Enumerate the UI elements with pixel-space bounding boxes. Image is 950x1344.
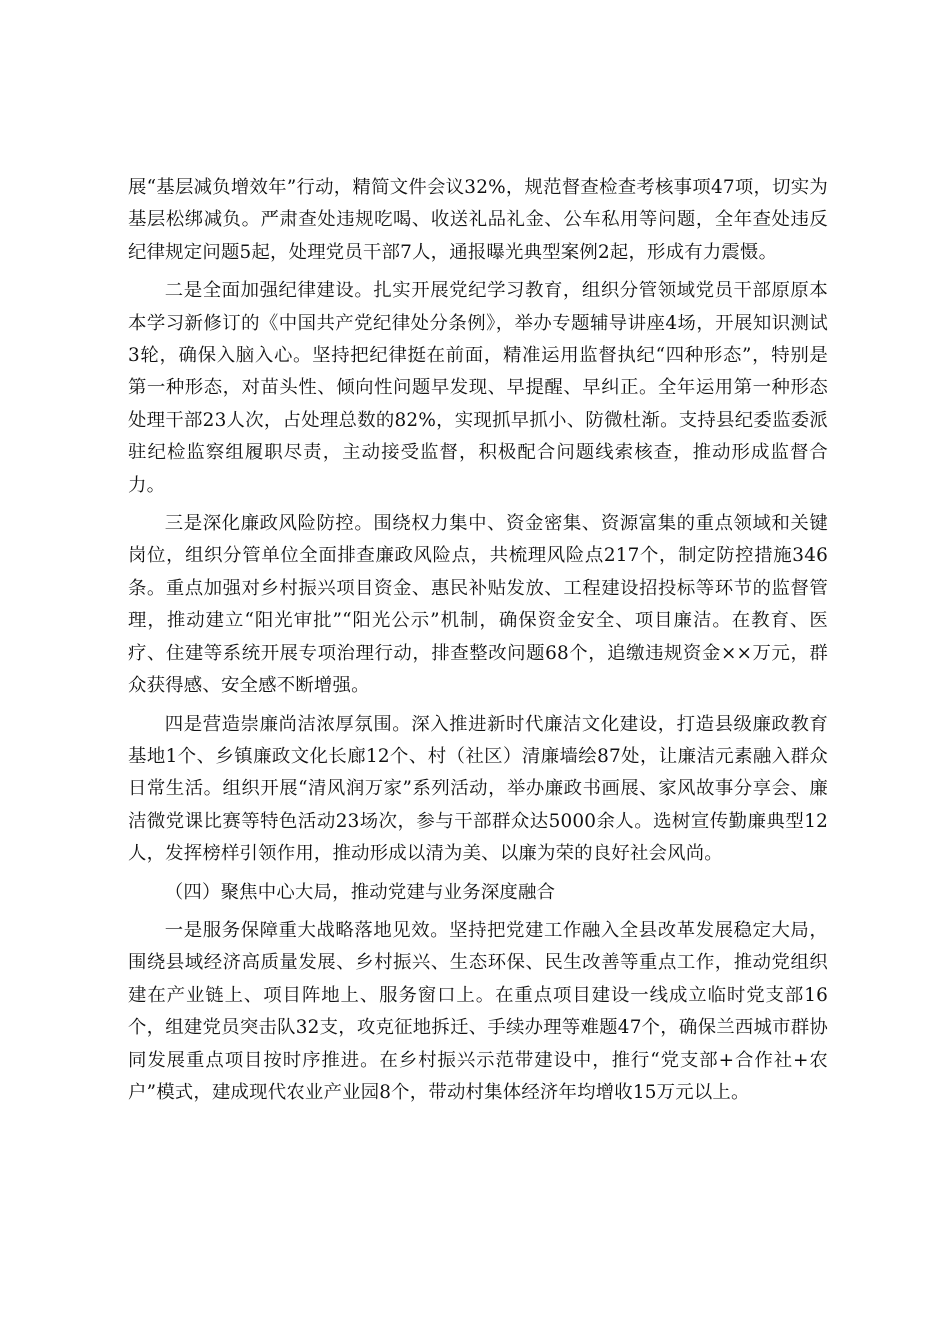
paragraph-continuation: 展“基层减负增效年”行动，精简文件会议32%，规范督查检查考核事项47项，切实为基层松绑减负。严肃查处违规吃喝、收送礼品礼金、公车私用等问题，全年查处违反纪律规定问题5起，处理党员干部7人，通报曝光典型案例2起，形成有力震慑。 (128, 177, 828, 263)
paragraph-risk-control: 三是深化廉政风险防控。围绕权力集中、资金密集、资源富集的重点领域和关键岗位，组织分管单位全面排查廉政风险点，共梳理风险点217个，制定防控措施346条。重点加强对乡村振兴项目资金、惠民补贴发放、工程建设招投标等环节的监督管理，推动建立“阳光审批”“阳光公示”机制，确保资金安全、项目廉洁。在教育、医疗、住建等系统开展专项治理行动，排查整改问题68个，追缴违规资金××万元，群众获得感、安全感不断增强。 (128, 513, 828, 697)
document-page (128, 172, 828, 1115)
paragraph-strategy-service: 一是服务保障重大战略落地见效。坚持把党建工作融入全县改革发展稳定大局，围绕县域经济高质量发展、乡村振兴、生态环保、民生改善等重点工作，推动党组织建在产业链上、项目阵地上、服务窗口上。在重点项目建设一线成立临时党支部16个，组建党员突击队32支，攻克征地拆迁、手续办理等难题47个，确保兰西城市群协同发展重点项目按时序推进。在乡村振兴示范带建设中，推行“党支部+合作社+农户”模式，建成现代农业产业园8个，带动村集体经济年均增收15万元以上。 (128, 919, 828, 1103)
paragraph-discipline-building: 二是全面加强纪律建设。扎实开展党纪学习教育，组织分管领域党员干部原原本本学习新修订的《中国共产党纪律处分条例》，举办专题辅导讲座4场，开展知识测试3轮，确保入脑入心。坚持把纪律挺在前面，精准运用监督执纪“四种形态”，特别是第一种形态，对苗头性、倾向性问题早发现、早提醒、早纠正。全年运用第一种形态处理干部23人次，占处理总数的82%，实现抓早抓小、防微杜渐。支持县纪委监委派驻纪检监察组履职尽责，主动接受监督，积极配合问题线索核查，推动形成监督合力。 (128, 280, 828, 496)
section-heading: （四）聚焦中心大局，推动党建与业务深度融合 (164, 881, 556, 903)
paragraph-integrity-culture: 四是营造崇廉尚洁浓厚氛围。深入推进新时代廉洁文化建设，打造县级廉政教育基地1个、乡镇廉政文化长廊12个、村（社区）清廉墙绘87处，让廉洁元素融入群众日常生活。组织开展“清风润万家”系列活动，举办廉政书画展、家风故事分享会、廉洁微党课比赛等特色活动23场次，参与干部群众达5000余人。选树宣传勤廉典型12人，发挥榜样引领作用，推动形成以清为美、以廉为荣的良好社会风尚。 (128, 713, 828, 865)
